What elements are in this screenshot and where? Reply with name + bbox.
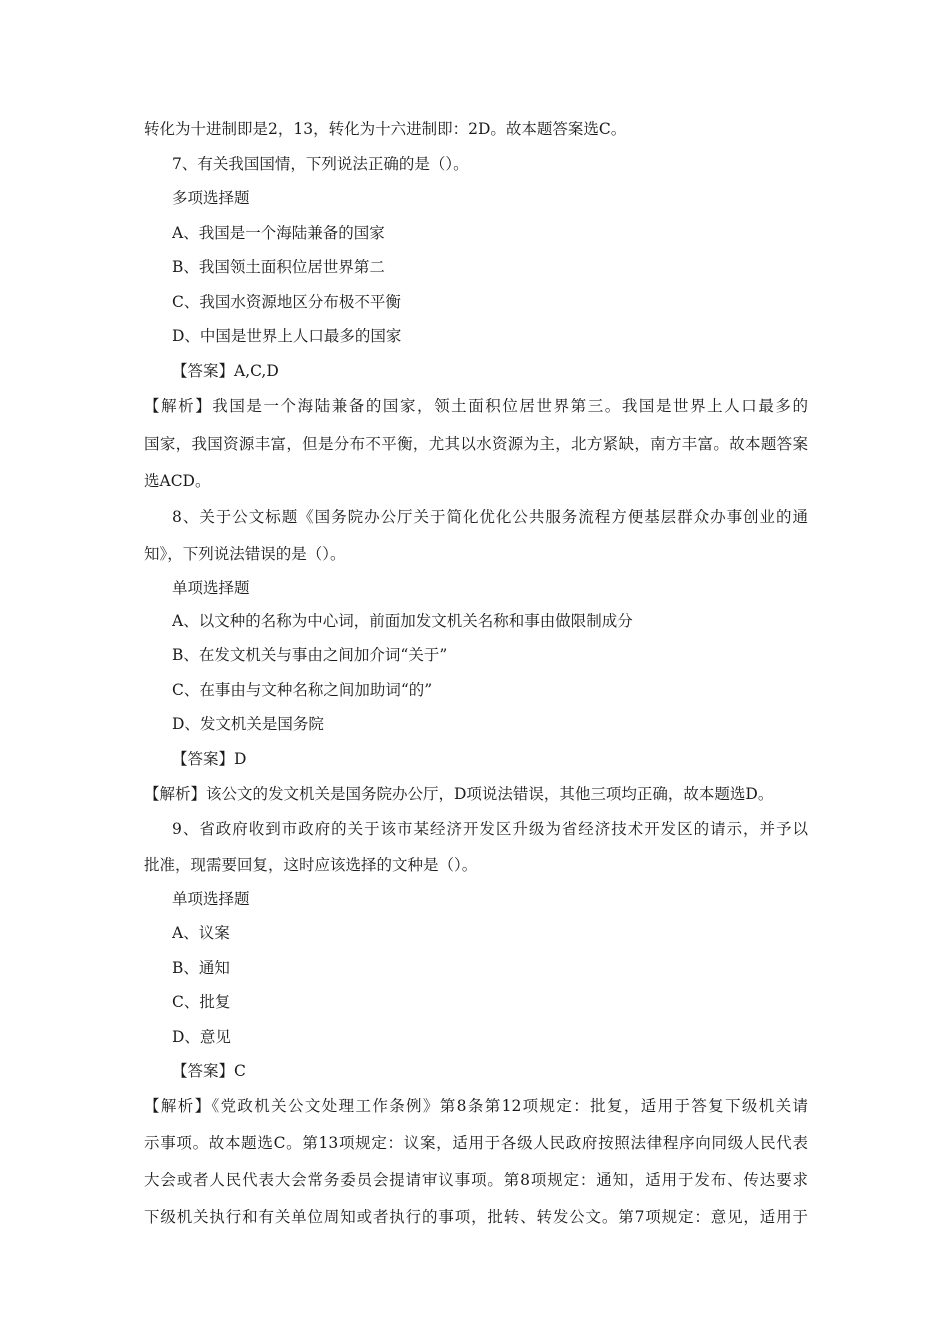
question-9-option-c: C、批复 [172, 993, 231, 1011]
question-7-option-c: C、我国水资源地区分布极不平衡 [172, 293, 401, 311]
text-line: 转化为十进制即是2，13，转化为十六进制即：2D。故本题答案选C。 [144, 120, 627, 138]
question-7-stem: 7、有关我国国情，下列说法正确的是（）。 [172, 155, 469, 173]
question-9-explanation: 下级机关执行和有关单位周知或者执行的事项，批转、转发公文。第7项规定：意见，适用于 [144, 1208, 808, 1226]
question-8-type: 单项选择题 [172, 579, 250, 597]
question-9-stem: 9、省政府收到市政府的关于该市某经济开发区升级为省经济技术开发区的请示，并予以 [172, 820, 808, 838]
question-7-type: 多项选择题 [172, 189, 250, 207]
question-9-option-a: A、议案 [172, 924, 230, 942]
question-8-explanation: 【解析】该公文的发文机关是国务院办公厅，D项说法错误，其他三项均正确，故本题选D。 [144, 785, 774, 803]
question-9-option-d: D、意见 [172, 1028, 231, 1046]
question-8-stem: 知》，下列说法错误的是（）。 [144, 545, 346, 563]
question-9-type: 单项选择题 [172, 890, 250, 908]
question-7-option-a: A、我国是一个海陆兼备的国家 [172, 224, 385, 242]
question-7-option-d: D、中国是世界上人口最多的国家 [172, 327, 402, 345]
question-9-explanation: 【解析】《党政机关公文处理工作条例》第8条第12项规定：批复，适用于答复下级机关请 [144, 1097, 808, 1115]
question-8-answer: 【答案】D [172, 750, 247, 768]
question-8-option-d: D、发文机关是国务院 [172, 715, 324, 733]
question-7-option-b: B、我国领土面积位居世界第二 [172, 258, 385, 276]
question-9-stem: 批准，现需要回复，这时应该选择的文种是（）。 [144, 856, 478, 874]
question-8-stem: 8、关于公文标题《国务院办公厅关于简化优化公共服务流程方便基层群众办事创业的通 [172, 508, 808, 526]
question-7-explanation: 选ACD。 [144, 472, 211, 490]
question-7-explanation: 【解析】我国是一个海陆兼备的国家，领土面积位居世界第三。我国是世界上人口最多的 [144, 397, 808, 415]
question-7-answer: 【答案】A,C,D [172, 362, 279, 380]
question-9-explanation: 大会或者人民代表大会常务委员会提请审议事项。第8项规定：通知，适用于发布、传达要求 [144, 1171, 808, 1189]
question-9-explanation: 示事项。故本题选C。第13项规定：议案，适用于各级人民政府按照法律程序向同级人民代表 [144, 1134, 808, 1152]
question-7-explanation: 国家，我国资源丰富，但是分布不平衡，尤其以水资源为主，北方紧缺，南方丰富。故本题答案 [144, 435, 808, 453]
question-9-option-b: B、通知 [172, 959, 230, 977]
question-8-option-c: C、在事由与文种名称之间加助词“的” [172, 681, 433, 699]
question-8-option-b: B、在发文机关与事由之间加介词“关于” [172, 646, 448, 664]
question-8-option-a: A、以文种的名称为中心词，前面加发文机关名称和事由做限制成分 [172, 612, 633, 630]
question-9-answer: 【答案】C [172, 1062, 246, 1080]
